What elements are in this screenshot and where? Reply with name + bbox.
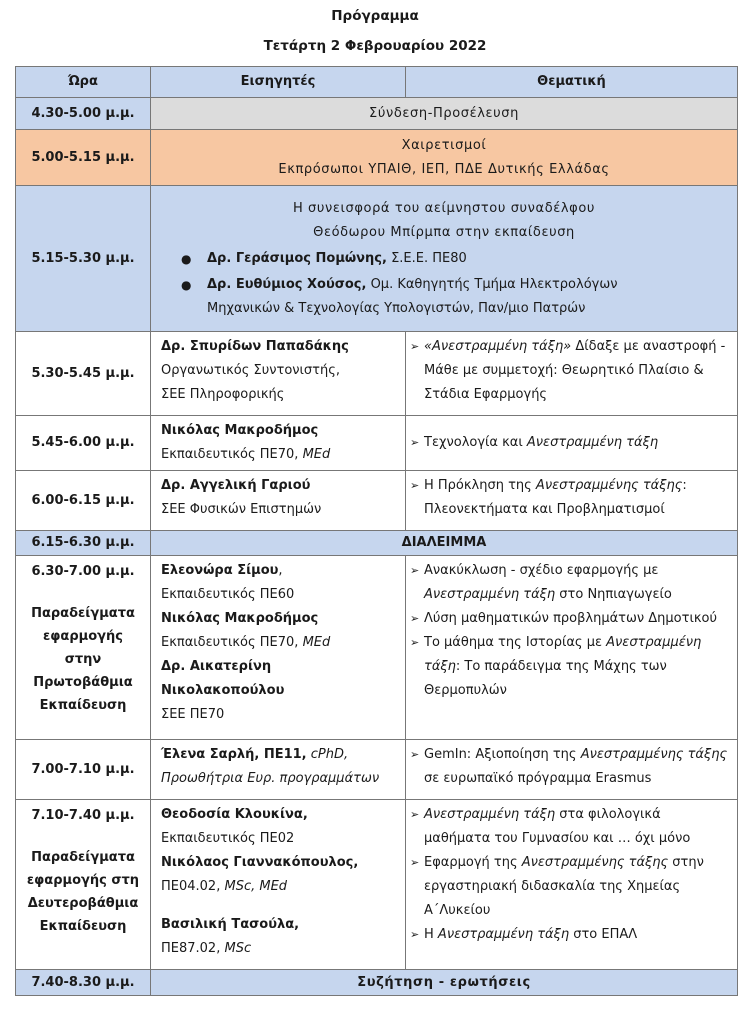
row-secondary [16, 800, 738, 970]
topic-item: ➢ Λύση μαθηματικών προβλημάτων Δημοτικού [410, 607, 731, 631]
header-row [16, 67, 738, 98]
topic-item: ➢ Ανεστραμμένη τάξη στα φιλολογικά μαθήματα του Γυμνασίου και … όχι μόνο [410, 803, 731, 851]
discussion-text: Συζήτηση - ερωτήσεις [151, 970, 738, 996]
row-makrodimos [16, 416, 738, 471]
speaker-name: Δρ. Αικατερίνη Νικολακοπούλου [161, 659, 285, 698]
topic-item: ➢ Εφαρμογή της Ανεστραμμένης τάξης στην εργαστηριακή διδασκαλία της Χημείας Α΄Λυκείου [410, 851, 731, 923]
topic-cell [406, 740, 738, 800]
topic-item: ➢ Τεχνολογία και Ανεστραμμένη τάξη [410, 431, 731, 455]
time-cell: 7.00-7.10 μ.μ. [16, 740, 151, 800]
speaker-cell [151, 416, 406, 471]
topic-item: ➢ Το μάθημα της Ιστορίας με Ανεστραμμένη τάξη: Το παράδειγμα της Μάχης των Θερμοπυλών [410, 631, 731, 703]
break-text: ΔΙΑΛΕΙΜΜΑ [151, 531, 738, 556]
speaker-cell [151, 800, 406, 970]
header-speakers: Εισηγητές [151, 67, 406, 98]
round-bullet-icon: ● [181, 277, 192, 292]
speaker-role: Εκπαιδευτικός ΠΕ60 [161, 587, 295, 602]
tribute-line2: Θεόδωρου Μπίρμπα στην εκπαίδευση [313, 224, 575, 240]
greetings-title: Χαιρετισμοί [401, 137, 487, 153]
speaker-role: ΠΕ87.02, MSc [161, 941, 252, 956]
time-cell: 6.00-6.15 μ.μ. [16, 471, 151, 531]
time-cell [16, 800, 151, 970]
arrow-bullet-icon: ➢ [410, 856, 420, 869]
speaker-role: ΣΕΕ Φυσικών Επιστημών [161, 502, 322, 517]
row-primary [16, 556, 738, 740]
row-tribute [16, 186, 738, 332]
speaker-name: Έλενα Σαρλή, ΠΕ11, cPhD, [161, 747, 349, 762]
round-bullet-icon: ● [181, 251, 192, 266]
row-break [16, 531, 738, 556]
row-arrival [16, 98, 738, 130]
topic-item: ➢ «Ανεστραμμένη τάξη» Δίδαξε με αναστροφή - Μάθε με συμμετοχή: Θεωρητικό Πλαίσιο & Στάδια Εφαρμογής [410, 335, 731, 407]
speaker-name: Νικόλας Μακροδήμος [161, 611, 319, 626]
speaker-role: Εκπαιδευτικός ΠΕ70, MEd [161, 447, 331, 462]
speaker-name: Νικόλας Μακροδήμος [161, 423, 319, 438]
time-cell: 5.45-6.00 μ.μ. [16, 416, 151, 471]
speaker-role: Προωθήτρια Ευρ. προγραμμάτων [161, 771, 380, 786]
topic-cell [406, 471, 738, 531]
topic-item: ➢ GemIn: Αξιοποίηση της Ανεστραμμένης τάξης σε ευρωπαϊκό πρόγραμμα Erasmus [410, 743, 731, 791]
tribute-speaker-2: ● Δρ. Ευθύμιος Χούσος, Ομ. Καθηγητής Τμήμα Ηλεκτρολόγων Μηχανικών & Τεχνολογίας Υπολογιστών, Παν/μιο Πατρών [161, 273, 727, 321]
header-topic: Θεματική [406, 67, 738, 98]
topic-cell [406, 416, 738, 471]
speaker-cell [151, 556, 406, 740]
speaker-role: ΣΕΕ Πληροφορικής [161, 387, 285, 402]
tribute-line1: Η συνεισφορά του αείμνηστου συναδέλφου [292, 200, 596, 216]
arrow-bullet-icon: ➢ [410, 808, 420, 821]
time-cell: 7.40-8.30 μ.μ. [16, 970, 151, 996]
speaker-role: Εκπαιδευτικός ΠΕ02 [161, 831, 295, 846]
speaker-name: Βασιλική Τασούλα, [161, 917, 300, 932]
arrow-bullet-icon: ➢ [410, 748, 420, 761]
speaker-cell [151, 740, 406, 800]
speaker-name: Ελεονώρα Σίμου, [161, 563, 283, 578]
speaker-name: Δρ. Αγγελική Γαριού [161, 478, 311, 493]
speaker-cell [151, 332, 406, 416]
tribute-speaker-1: ● Δρ. Γεράσιμος Πομώνης, Σ.Ε.Ε. ΠΕ80 [161, 247, 727, 271]
arrow-bullet-icon: ➢ [410, 928, 420, 941]
group-label: Παραδείγματα εφαρμογής στην Πρωτοβάθμια Εκπαίδευση [31, 606, 135, 713]
speaker-name: Δρ. Σπυρίδων Παπαδάκης [161, 339, 349, 354]
arrow-bullet-icon: ➢ [410, 564, 420, 577]
arrow-bullet-icon: ➢ [410, 479, 420, 492]
speaker-name: Θεοδοσία Κλουκίνα, [161, 807, 308, 822]
time-cell: 5.15-5.30 μ.μ. [16, 186, 151, 332]
greetings-speakers: Εκπρόσωποι ΥΠΑΙΘ, ΙΕΠ, ΠΔΕ Δυτικής Ελλάδας [278, 161, 610, 177]
time-cell: 4.30-5.00 μ.μ. [16, 98, 151, 130]
speaker-role: ΣΕΕ ΠΕ70 [161, 707, 225, 722]
tribute-cell [151, 186, 738, 332]
topic-item: ➢ Ανακύκλωση - σχέδιο εφαρμογής με Ανεστραμμένη τάξη στο Νηπιαγωγείο [410, 559, 731, 607]
speaker-role: ΠΕ04.02, MSc, MEd [161, 879, 288, 894]
time-cell: 5.30-5.45 μ.μ. [16, 332, 151, 416]
arrow-bullet-icon: ➢ [410, 340, 420, 353]
time-cell [16, 556, 151, 740]
topic-cell [406, 800, 738, 970]
topic-item: ➢ Η Πρόκληση της Ανεστραμμένης τάξης: Πλεονεκτήματα και Προβληματισμοί [410, 474, 731, 522]
topic-cell [406, 332, 738, 416]
row-discussion [16, 970, 738, 996]
row-papadakis [16, 332, 738, 416]
row-sarli [16, 740, 738, 800]
time-label: 7.10-7.40 μ.μ. [31, 808, 135, 823]
doc-date: Τετάρτη 2 Φεβρουαρίου 2022 [263, 38, 487, 54]
group-label: Παραδείγματα εφαρμογής στη Δευτεροβάθμια Εκπαίδευση [26, 850, 140, 934]
speaker-role: Εκπαιδευτικός ΠΕ70, MEd [161, 635, 331, 650]
time-label: 6.30-7.00 μ.μ. [31, 564, 135, 579]
topic-item: ➢ Η Ανεστραμμένη τάξη στο ΕΠΑΛ [410, 923, 731, 947]
topic-cell [406, 556, 738, 740]
time-cell: 6.15-6.30 μ.μ. [16, 531, 151, 556]
header-time: Ώρα [16, 67, 151, 98]
schedule-table [15, 66, 738, 996]
time-cell: 5.00-5.15 μ.μ. [16, 130, 151, 186]
row-gariou [16, 471, 738, 531]
arrow-bullet-icon: ➢ [410, 436, 420, 449]
speaker-role: Οργανωτικός Συντονιστής, [161, 363, 341, 378]
greetings-cell [151, 130, 738, 186]
doc-title: Πρόγραμμα [331, 8, 419, 24]
arrival-text: Σύνδεση-Προσέλευση [151, 98, 738, 130]
row-greetings [16, 130, 738, 186]
arrow-bullet-icon: ➢ [410, 636, 420, 649]
speaker-cell [151, 471, 406, 531]
arrow-bullet-icon: ➢ [410, 612, 420, 625]
speaker-name: Νικόλαος Γιαννακόπουλος, [161, 855, 359, 870]
